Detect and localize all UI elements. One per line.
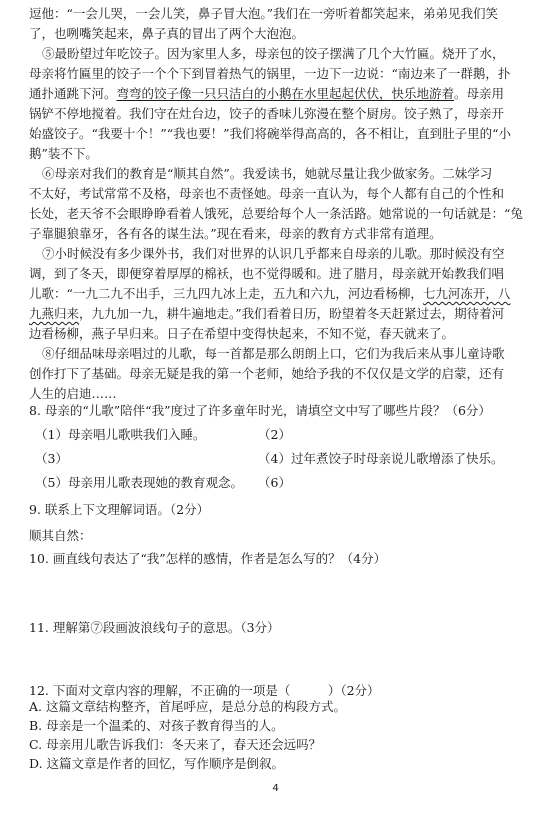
paragraph-7-line [29,306,504,322]
q8-option-blank[interactable]: （2） [258,427,291,442]
text-segment: 。母亲用 [454,86,505,101]
q8-option: （4）过年煮饺子时母亲说儿歌增添了快乐。 [258,451,504,466]
text-segment: ，九九加一九，耕牛遍地走。”我们看着日历，盼望着冬天赶紧过去，期待着河 [79,306,505,321]
page-number: 4 [272,783,279,794]
paragraph-5-line: 母亲将竹匾里的饺子一个个下到冒着热气的锅里，一边下一边说：“南边来了一群鹅，扑 [29,66,511,81]
q12-option-c[interactable]: C. 母亲用儿歌告诉我们：冬天来了，春天还会远吗？ [29,737,322,752]
question-9: 9. 联系上下文理解词语。（2分） [29,502,210,517]
q12-option-a[interactable]: A. 这篇文章结构整齐，首尾呼应，是总分总的构段方式。 [29,699,346,714]
q8-option-blank[interactable]: （3） [35,451,68,466]
q12-option-d[interactable]: D. 这篇文章是作者的回忆，写作顺序是倒叙。 [29,756,285,771]
paragraph-5-line: 鹅”装不下。 [29,146,98,161]
paragraph-7-line: ⑦小时候没有多少课外书，我们对世界的认识几乎都来自母亲的儿歌。那时候没有空 [42,246,505,261]
q8-option: （5）母亲用儿歌表现她的教育观念。 [35,475,243,490]
q9-term: 顺其自然： [29,528,92,543]
q12-option-b[interactable]: B. 母亲是一个温柔的、对孩子教育得当的人。 [29,718,284,733]
straight-underlined-sentence: 弯弯的饺子像一只只洁白的小鹅在水里起起伏伏，快乐地游着 [116,86,455,101]
question-10: 10. 画直线句表达了“我”怎样的感情，作者是怎么写的？（4分） [29,551,387,566]
paragraph-8-line: ⑧仔细品味母亲唱过的儿歌，每一首都是那么朗朗上口，它们为我后来从事儿童诗歌 [42,346,505,361]
paragraph-6-line: ⑥母亲对我们的教育是“顺其自然”。我爱读书，她就尽量让我少做家务。二妹学习 [42,166,493,181]
paragraph-7-line: 调，到了冬天，即便穿着厚厚的棉袄，也不觉得暖和。进了腊月，母亲就开始教我们唱 [29,266,505,281]
passage-line: 逗他：“一会儿哭，一会儿笑，鼻子冒大泡。”我们在一旁听着都笑起来，弟弟见我们笑 [29,6,499,21]
question-8: 8. 母亲的“儿歌”陪伴“我”度过了许多童年时光，请填空文中写了哪些片段？（6分） [29,403,491,418]
text-segment: 儿歌：“一九二九不出手，三九四九冰上走，五九和六九，河边看杨柳， [29,286,423,301]
paragraph-5-line: 始盛饺子。“我要十个！”“我也要！”我们将碗举得高高的，各不相让，直到肚子里的“小 [29,126,511,141]
text-segment: 通扑通跳下河。 [29,86,117,101]
paragraph-5-line: 锅铲不停地搅着。我们守在灶台边，饺子的香味儿弥漫在整个厨房。饺子熟了，母亲开 [29,106,505,121]
passage-line: 了，也咧嘴笑起来，鼻子真的冒出了两个大泡泡。 [29,26,305,41]
wavy-underlined-sentence: 九燕归来 [29,306,80,321]
question-12: 12. 下面对文章内容的理解，不正确的一项是（ ）（2分） [29,683,380,698]
paragraph-7-line: 边看杨柳，燕子早归来。日子在希望中变得快起来，不知不觉，春天就来了。 [29,326,455,341]
q8-option-blank[interactable]: （6） [258,475,291,490]
paragraph-5-line: ⑤最盼望过年吃饺子。因为家里人多，母亲包的饺子摆满了几个大竹匾。烧开了水， [42,46,505,61]
paragraph-6-line: 子靠腿狼靠牙，各有各的谋生法。”现在看来，母亲的教育方式非常有道理。 [29,226,442,241]
paragraph-6-line: 长处，老天爷不会眼睁睁看着人饿死，总要给每个人一条活路。她常说的一句话就是：“兔 [29,206,523,221]
wavy-underlined-sentence: 七九河冻开，八 [422,286,511,301]
paragraph-8-line: 人生的启迪…… [29,386,117,401]
question-11: 11. 理解第⑦段画波浪线句子的意思。（3分） [29,620,280,635]
paragraph-8-line: 创作打下了基础。母亲无疑是我的第一个老师，她给予我的不仅仅是文学的启蒙，还有 [29,366,505,381]
q8-option: （1）母亲唱儿歌哄我们入睡。 [35,427,206,442]
paragraph-7-line [29,286,510,302]
paragraph-5-line [29,86,504,102]
paragraph-6-line: 不太好，考试常常不及格，母亲也不责怪她。母亲一直认为，每个人都有自己的个性和 [29,186,505,201]
